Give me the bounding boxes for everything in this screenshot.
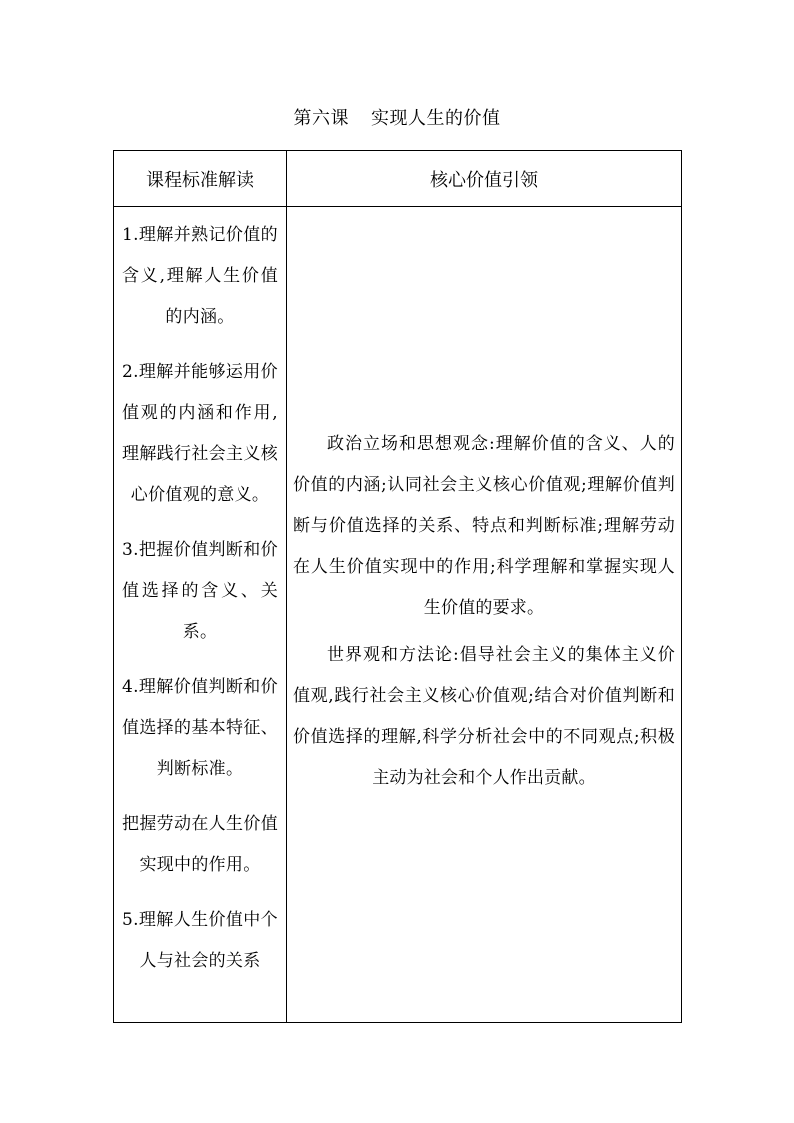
standard-item: 2.理解并能够运用价值观的内涵和作用,理解践行社会主义核心价值观的意义。 [122, 362, 278, 505]
standard-item: 4.理解价值判断和价值选择的基本特征、判断标准。 [122, 677, 278, 779]
header-curriculum-standard: 课程标准解读 [114, 151, 287, 207]
table-body-row [114, 207, 682, 1023]
lesson-number: 第六课 [293, 108, 349, 129]
table-header-row [114, 151, 682, 207]
standard-item: 3.把握价值判断和价值选择的含义、关系。 [122, 540, 278, 642]
curriculum-table [113, 150, 682, 1023]
value-paragraph-worldview: 世界观和方法论:倡导社会主义的集体主义价值观,践行社会主义核心价值观;结合对价值判断和价值选择的理解,科学分析社会中的不同观点;积极主动为社会和个人作出贡献。 [293, 645, 675, 788]
header-core-value: 核心价值引领 [287, 151, 682, 207]
lesson-name: 实现人生的价值 [371, 108, 501, 129]
page-title [0, 104, 794, 130]
core-value-cell [287, 207, 682, 1023]
standard-item: 5.理解人生价值中个人与社会的关系 [122, 910, 278, 971]
curriculum-standard-cell [114, 207, 287, 1023]
standard-item: 1.理解并熟记价值的含义,理解人生价值的内涵。 [122, 225, 278, 327]
value-paragraph-political: 政治立场和思想观念:理解价值的含义、人的价值的内涵;认同社会主义核心价值观;理解价值判断与价值选择的关系、特点和判断标准;理解劳动在人生价值实现中的作用;科学理解和掌握实现人生价值的要求。 [293, 434, 675, 618]
standard-item: 把握劳动在人生价值实现中的作用。 [122, 814, 278, 875]
